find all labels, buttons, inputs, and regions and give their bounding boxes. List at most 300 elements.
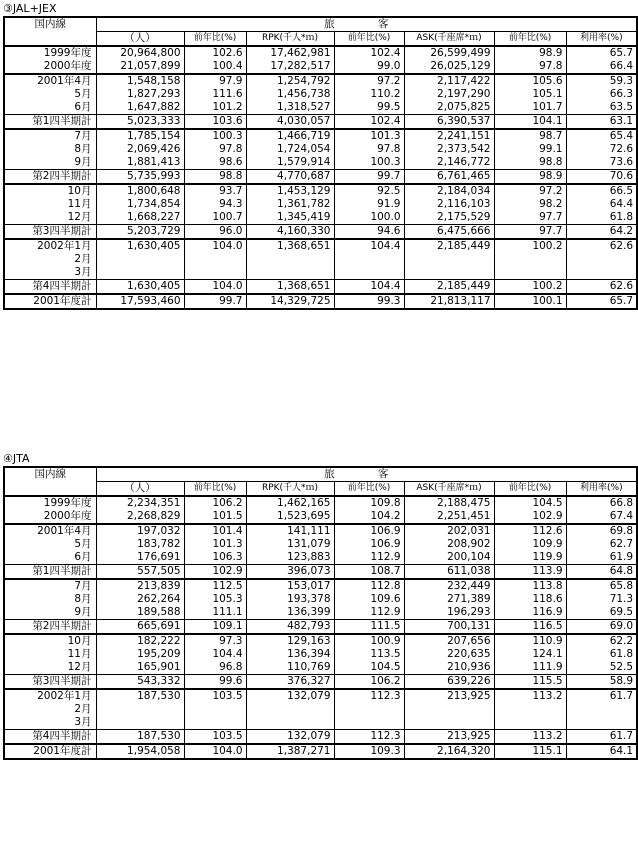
cell-value: 97.7 bbox=[494, 225, 566, 240]
cell-value bbox=[184, 703, 246, 716]
cell-value: 104.0 bbox=[184, 744, 246, 759]
cell-value: 26,025,129 bbox=[404, 60, 494, 74]
row-label: 6月 bbox=[4, 101, 96, 115]
cell-value: 1,881,413 bbox=[96, 156, 184, 170]
jal-jex-table bbox=[3, 16, 638, 310]
cell-value: 1,453,129 bbox=[246, 184, 334, 198]
cell-value: 208,902 bbox=[404, 538, 494, 551]
row-label: 12月 bbox=[4, 661, 96, 675]
cell-value: 104.1 bbox=[494, 115, 566, 130]
cell-value: 97.2 bbox=[334, 74, 404, 88]
cell-value: 124.1 bbox=[494, 648, 566, 661]
cell-value: 183,782 bbox=[96, 538, 184, 551]
table-row bbox=[4, 101, 637, 115]
cell-value: 2,116,103 bbox=[404, 198, 494, 211]
cell-value: 1,368,651 bbox=[246, 239, 334, 253]
cell-value: 17,282,517 bbox=[246, 60, 334, 74]
column-header: ASK(千座席*ｍ) bbox=[404, 32, 494, 47]
cell-value: 1,785,154 bbox=[96, 129, 184, 143]
cell-value: 104.5 bbox=[494, 496, 566, 510]
table-row bbox=[4, 606, 637, 620]
table-row bbox=[4, 143, 637, 156]
row-label: 10月 bbox=[4, 184, 96, 198]
cell-value: 102.6 bbox=[184, 46, 246, 60]
cell-value: 2,164,320 bbox=[404, 744, 494, 759]
cell-value: 262,264 bbox=[96, 593, 184, 606]
cell-value: 116.9 bbox=[494, 606, 566, 620]
cell-value: 202,031 bbox=[404, 524, 494, 538]
row-label: 2001年度計 bbox=[4, 744, 96, 759]
table-caption: ④JTA bbox=[3, 452, 30, 465]
cell-value: 1,361,782 bbox=[246, 198, 334, 211]
cell-value: 103.5 bbox=[184, 689, 246, 703]
cell-value: 2,197,290 bbox=[404, 88, 494, 101]
table-row bbox=[4, 634, 637, 648]
cell-value: 111.9 bbox=[494, 661, 566, 675]
table-row bbox=[4, 266, 637, 280]
cell-value: 543,332 bbox=[96, 675, 184, 690]
cell-value: 131,079 bbox=[246, 538, 334, 551]
cell-value: 104.0 bbox=[184, 280, 246, 295]
cell-value: 66.8 bbox=[566, 496, 637, 510]
cell-value bbox=[246, 266, 334, 280]
cell-value: 97.7 bbox=[494, 211, 566, 225]
cell-value: 1,387,271 bbox=[246, 744, 334, 759]
cell-value: 97.9 bbox=[184, 74, 246, 88]
column-header: 利用率(%) bbox=[566, 482, 637, 497]
row-label: 11月 bbox=[4, 198, 96, 211]
cell-value: 59.3 bbox=[566, 74, 637, 88]
table-row bbox=[4, 703, 637, 716]
cell-value: 109.6 bbox=[334, 593, 404, 606]
cell-value: 62.7 bbox=[566, 538, 637, 551]
cell-value: 62.6 bbox=[566, 239, 637, 253]
cell-value: 187,530 bbox=[96, 730, 184, 745]
row-label: 7月 bbox=[4, 579, 96, 593]
cell-value: 97.8 bbox=[334, 143, 404, 156]
cell-value: 2,268,829 bbox=[96, 510, 184, 524]
cell-value: 61.7 bbox=[566, 689, 637, 703]
cell-value: 66.5 bbox=[566, 184, 637, 198]
cell-value: 102.9 bbox=[184, 565, 246, 580]
cell-value: 132,079 bbox=[246, 689, 334, 703]
cell-value: 4,160,330 bbox=[246, 225, 334, 240]
cell-value bbox=[184, 716, 246, 730]
cell-value: 6,475,666 bbox=[404, 225, 494, 240]
row-label: 2001年4月 bbox=[4, 74, 96, 88]
cell-value bbox=[246, 703, 334, 716]
cell-value: 112.3 bbox=[334, 689, 404, 703]
cell-value: 2,175,529 bbox=[404, 211, 494, 225]
cell-value: 101.3 bbox=[334, 129, 404, 143]
cell-value bbox=[184, 266, 246, 280]
row-label: 2002年1月 bbox=[4, 239, 96, 253]
row-label: 2001年度計 bbox=[4, 294, 96, 309]
cell-value: 110,769 bbox=[246, 661, 334, 675]
cell-value bbox=[96, 253, 184, 266]
cell-value: 58.9 bbox=[566, 675, 637, 690]
cell-value: 100.9 bbox=[334, 634, 404, 648]
column-header: 前年比(%) bbox=[334, 32, 404, 47]
cell-value: 100.2 bbox=[494, 239, 566, 253]
table-row bbox=[4, 620, 637, 635]
cell-value: 100.1 bbox=[494, 294, 566, 309]
cell-value: 111.5 bbox=[334, 620, 404, 635]
cell-value: 61.8 bbox=[566, 648, 637, 661]
table-row bbox=[4, 661, 637, 675]
cell-value: 61.8 bbox=[566, 211, 637, 225]
cell-value: 64.4 bbox=[566, 198, 637, 211]
cell-value: 123,883 bbox=[246, 551, 334, 565]
table-row bbox=[4, 496, 637, 510]
table-row bbox=[4, 225, 637, 240]
cell-value: 5,735,993 bbox=[96, 170, 184, 185]
cell-value: 557,505 bbox=[96, 565, 184, 580]
cell-value: 110.9 bbox=[494, 634, 566, 648]
cell-value: 99.6 bbox=[184, 675, 246, 690]
table-row bbox=[4, 115, 637, 130]
row-label: 第4四半期計 bbox=[4, 280, 96, 295]
cell-value: 112.8 bbox=[334, 579, 404, 593]
cell-value: 104.4 bbox=[334, 280, 404, 295]
table-row bbox=[4, 74, 637, 88]
table-row bbox=[4, 198, 637, 211]
table-row bbox=[4, 129, 637, 143]
cell-value: 98.2 bbox=[494, 198, 566, 211]
cell-value: 104.0 bbox=[184, 239, 246, 253]
cell-value: 1,523,695 bbox=[246, 510, 334, 524]
cell-value bbox=[566, 266, 637, 280]
cell-value: 102.4 bbox=[334, 115, 404, 130]
cell-value: 482,793 bbox=[246, 620, 334, 635]
column-header: 前年比(%) bbox=[184, 482, 246, 497]
cell-value: 1,630,405 bbox=[96, 280, 184, 295]
table-row bbox=[4, 156, 637, 170]
cell-value: 104.4 bbox=[334, 239, 404, 253]
column-header: RPK(千人*ｍ) bbox=[246, 32, 334, 47]
cell-value: 99.7 bbox=[334, 170, 404, 185]
cell-value: 65.8 bbox=[566, 579, 637, 593]
cell-value: 2,234,351 bbox=[96, 496, 184, 510]
cell-value bbox=[494, 266, 566, 280]
row-label: 2000年度 bbox=[4, 510, 96, 524]
cell-value: 101.3 bbox=[184, 538, 246, 551]
cell-value: 112.3 bbox=[334, 730, 404, 745]
table-row bbox=[4, 524, 637, 538]
table-row bbox=[4, 579, 637, 593]
group-header: 旅 客 bbox=[96, 17, 637, 32]
cell-value: 5,203,729 bbox=[96, 225, 184, 240]
cell-value: 1,456,738 bbox=[246, 88, 334, 101]
cell-value: 64.2 bbox=[566, 225, 637, 240]
row-label: 8月 bbox=[4, 593, 96, 606]
cell-value: 104.5 bbox=[334, 661, 404, 675]
table-row bbox=[4, 565, 637, 580]
cell-value: 110.2 bbox=[334, 88, 404, 101]
row-label: 第2四半期計 bbox=[4, 170, 96, 185]
cell-value: 97.8 bbox=[494, 60, 566, 74]
cell-value: 1,254,792 bbox=[246, 74, 334, 88]
table-row bbox=[4, 239, 637, 253]
cell-value: 376,327 bbox=[246, 675, 334, 690]
cell-value bbox=[334, 703, 404, 716]
cell-value: 14,329,725 bbox=[246, 294, 334, 309]
column-header: ASK(千座席*ｍ) bbox=[404, 482, 494, 497]
cell-value: 65.7 bbox=[566, 46, 637, 60]
row-label: 第3四半期計 bbox=[4, 225, 96, 240]
cell-value: 106.9 bbox=[334, 524, 404, 538]
table-row bbox=[4, 538, 637, 551]
cell-value: 182,222 bbox=[96, 634, 184, 648]
cell-value: 105.3 bbox=[184, 593, 246, 606]
cell-value: 96.0 bbox=[184, 225, 246, 240]
table-row bbox=[4, 648, 637, 661]
cell-value bbox=[494, 703, 566, 716]
cell-value: 63.1 bbox=[566, 115, 637, 130]
cell-value: 2,184,034 bbox=[404, 184, 494, 198]
row-label: 7月 bbox=[4, 129, 96, 143]
cell-value: 102.4 bbox=[334, 46, 404, 60]
cell-value: 1,630,405 bbox=[96, 239, 184, 253]
column-header: 利用率(%) bbox=[566, 32, 637, 47]
cell-value: 99.3 bbox=[334, 294, 404, 309]
cell-value: 105.1 bbox=[494, 88, 566, 101]
cell-value: 112.9 bbox=[334, 551, 404, 565]
column-header: 前年比(%) bbox=[334, 482, 404, 497]
corner-header: 国内線 bbox=[4, 17, 96, 32]
cell-value: 26,599,499 bbox=[404, 46, 494, 60]
cell-value: 100.4 bbox=[184, 60, 246, 74]
cell-value: 1,827,293 bbox=[96, 88, 184, 101]
cell-value: 101.2 bbox=[184, 101, 246, 115]
cell-value: 113.2 bbox=[494, 689, 566, 703]
cell-value: 2,075,825 bbox=[404, 101, 494, 115]
table-row bbox=[4, 551, 637, 565]
cell-value: 104.4 bbox=[184, 648, 246, 661]
cell-value: 101.5 bbox=[184, 510, 246, 524]
cell-value: 1,579,914 bbox=[246, 156, 334, 170]
cell-value: 65.4 bbox=[566, 129, 637, 143]
cell-value: 101.4 bbox=[184, 524, 246, 538]
row-label: 10月 bbox=[4, 634, 96, 648]
cell-value: 4,770,687 bbox=[246, 170, 334, 185]
cell-value bbox=[566, 716, 637, 730]
row-label: 5月 bbox=[4, 88, 96, 101]
cell-value: 97.3 bbox=[184, 634, 246, 648]
cell-value: 119.9 bbox=[494, 551, 566, 565]
cell-value bbox=[334, 266, 404, 280]
cell-value: 99.7 bbox=[184, 294, 246, 309]
cell-value: 611,038 bbox=[404, 565, 494, 580]
column-header: 前年比(%) bbox=[494, 32, 566, 47]
row-label: 第1四半期計 bbox=[4, 115, 96, 130]
cell-value: 1,466,719 bbox=[246, 129, 334, 143]
column-header: 前年比(%) bbox=[494, 482, 566, 497]
row-label: 9月 bbox=[4, 606, 96, 620]
cell-value: 700,131 bbox=[404, 620, 494, 635]
cell-value: 1,368,651 bbox=[246, 280, 334, 295]
cell-value: 98.6 bbox=[184, 156, 246, 170]
cell-value: 2,185,449 bbox=[404, 280, 494, 295]
column-header: 前年比(%) bbox=[184, 32, 246, 47]
cell-value: 61.9 bbox=[566, 551, 637, 565]
cell-value: 102.9 bbox=[494, 510, 566, 524]
cell-value: 153,017 bbox=[246, 579, 334, 593]
cell-value: 64.1 bbox=[566, 744, 637, 759]
cell-value: 97.8 bbox=[184, 143, 246, 156]
cell-value: 176,691 bbox=[96, 551, 184, 565]
cell-value: 100.0 bbox=[334, 211, 404, 225]
cell-value: 136,394 bbox=[246, 648, 334, 661]
jal-jex-section bbox=[3, 2, 636, 310]
table-caption: ③JAL+JEX bbox=[3, 2, 57, 15]
cell-value: 71.3 bbox=[566, 593, 637, 606]
jta-section bbox=[3, 452, 636, 760]
table-row bbox=[4, 744, 637, 759]
cell-value: 1,800,648 bbox=[96, 184, 184, 198]
table-row bbox=[4, 593, 637, 606]
cell-value: 639,226 bbox=[404, 675, 494, 690]
cell-value: 97.2 bbox=[494, 184, 566, 198]
cell-value: 1,734,854 bbox=[96, 198, 184, 211]
cell-value: 2,188,475 bbox=[404, 496, 494, 510]
cell-value: 103.6 bbox=[184, 115, 246, 130]
cell-value: 115.1 bbox=[494, 744, 566, 759]
cell-value: 92.5 bbox=[334, 184, 404, 198]
table-row bbox=[4, 675, 637, 690]
cell-value: 69.0 bbox=[566, 620, 637, 635]
table-row bbox=[4, 184, 637, 198]
cell-value: 100.7 bbox=[184, 211, 246, 225]
cell-value: 232,449 bbox=[404, 579, 494, 593]
group-header: 旅 客 bbox=[96, 467, 637, 482]
corner-blank bbox=[4, 482, 96, 497]
cell-value: 187,530 bbox=[96, 689, 184, 703]
row-label: 1999年度 bbox=[4, 46, 96, 60]
row-label: 第2四半期計 bbox=[4, 620, 96, 635]
cell-value: 69.5 bbox=[566, 606, 637, 620]
row-label: 2000年度 bbox=[4, 60, 96, 74]
cell-value bbox=[334, 253, 404, 266]
cell-value: 2,146,772 bbox=[404, 156, 494, 170]
row-label: 1999年度 bbox=[4, 496, 96, 510]
row-label: 2月 bbox=[4, 703, 96, 716]
cell-value: 132,079 bbox=[246, 730, 334, 745]
cell-value: 213,839 bbox=[96, 579, 184, 593]
cell-value: 200,104 bbox=[404, 551, 494, 565]
table-row bbox=[4, 689, 637, 703]
cell-value: 2,117,422 bbox=[404, 74, 494, 88]
cell-value: 109.8 bbox=[334, 496, 404, 510]
cell-value: 112.6 bbox=[494, 524, 566, 538]
cell-value: 100.3 bbox=[334, 156, 404, 170]
table-row bbox=[4, 253, 637, 266]
cell-value: 109.3 bbox=[334, 744, 404, 759]
corner-header: 国内線 bbox=[4, 467, 96, 482]
cell-value: 94.6 bbox=[334, 225, 404, 240]
row-label: 2002年1月 bbox=[4, 689, 96, 703]
cell-value: 118.6 bbox=[494, 593, 566, 606]
cell-value bbox=[566, 253, 637, 266]
cell-value bbox=[404, 266, 494, 280]
cell-value: 1,318,527 bbox=[246, 101, 334, 115]
cell-value bbox=[246, 716, 334, 730]
cell-value: 21,813,117 bbox=[404, 294, 494, 309]
cell-value: 103.5 bbox=[184, 730, 246, 745]
row-label: 2001年4月 bbox=[4, 524, 96, 538]
cell-value: 65.7 bbox=[566, 294, 637, 309]
cell-value: 20,964,800 bbox=[96, 46, 184, 60]
cell-value bbox=[246, 253, 334, 266]
cell-value: 1,462,165 bbox=[246, 496, 334, 510]
cell-value: 66.4 bbox=[566, 60, 637, 74]
table-row bbox=[4, 60, 637, 74]
cell-value: 100.3 bbox=[184, 129, 246, 143]
cell-value: 1,954,058 bbox=[96, 744, 184, 759]
cell-value: 2,241,151 bbox=[404, 129, 494, 143]
cell-value bbox=[184, 253, 246, 266]
cell-value: 213,925 bbox=[404, 689, 494, 703]
column-header: RPK(千人*ｍ) bbox=[246, 482, 334, 497]
cell-value: 52.5 bbox=[566, 661, 637, 675]
cell-value: 112.5 bbox=[184, 579, 246, 593]
cell-value: 113.8 bbox=[494, 579, 566, 593]
cell-value: 108.7 bbox=[334, 565, 404, 580]
cell-value: 2,185,449 bbox=[404, 239, 494, 253]
cell-value: 116.5 bbox=[494, 620, 566, 635]
cell-value: 73.6 bbox=[566, 156, 637, 170]
cell-value: 213,925 bbox=[404, 730, 494, 745]
cell-value: 99.5 bbox=[334, 101, 404, 115]
cell-value: 141,111 bbox=[246, 524, 334, 538]
cell-value: 665,691 bbox=[96, 620, 184, 635]
row-label: 6月 bbox=[4, 551, 96, 565]
cell-value: 1,668,227 bbox=[96, 211, 184, 225]
cell-value bbox=[494, 716, 566, 730]
cell-value: 6,761,465 bbox=[404, 170, 494, 185]
table-row bbox=[4, 716, 637, 730]
cell-value: 109.9 bbox=[494, 538, 566, 551]
column-header: （人） bbox=[96, 482, 184, 497]
cell-value: 136,399 bbox=[246, 606, 334, 620]
cell-value: 69.8 bbox=[566, 524, 637, 538]
column-header: （人） bbox=[96, 32, 184, 47]
table-row bbox=[4, 280, 637, 295]
cell-value: 105.6 bbox=[494, 74, 566, 88]
cell-value bbox=[404, 703, 494, 716]
cell-value: 17,593,460 bbox=[96, 294, 184, 309]
table-row bbox=[4, 170, 637, 185]
cell-value: 111.1 bbox=[184, 606, 246, 620]
cell-value: 220,635 bbox=[404, 648, 494, 661]
cell-value: 1,647,882 bbox=[96, 101, 184, 115]
cell-value: 396,073 bbox=[246, 565, 334, 580]
cell-value: 94.3 bbox=[184, 198, 246, 211]
row-label: 3月 bbox=[4, 716, 96, 730]
cell-value bbox=[404, 253, 494, 266]
cell-value: 67.4 bbox=[566, 510, 637, 524]
cell-value bbox=[96, 703, 184, 716]
cell-value: 106.2 bbox=[334, 675, 404, 690]
cell-value: 100.2 bbox=[494, 280, 566, 295]
cell-value: 72.6 bbox=[566, 143, 637, 156]
table-row bbox=[4, 88, 637, 101]
cell-value: 5,023,333 bbox=[96, 115, 184, 130]
cell-value: 21,057,899 bbox=[96, 60, 184, 74]
cell-value: 66.3 bbox=[566, 88, 637, 101]
cell-value: 165,901 bbox=[96, 661, 184, 675]
row-label: 11月 bbox=[4, 648, 96, 661]
